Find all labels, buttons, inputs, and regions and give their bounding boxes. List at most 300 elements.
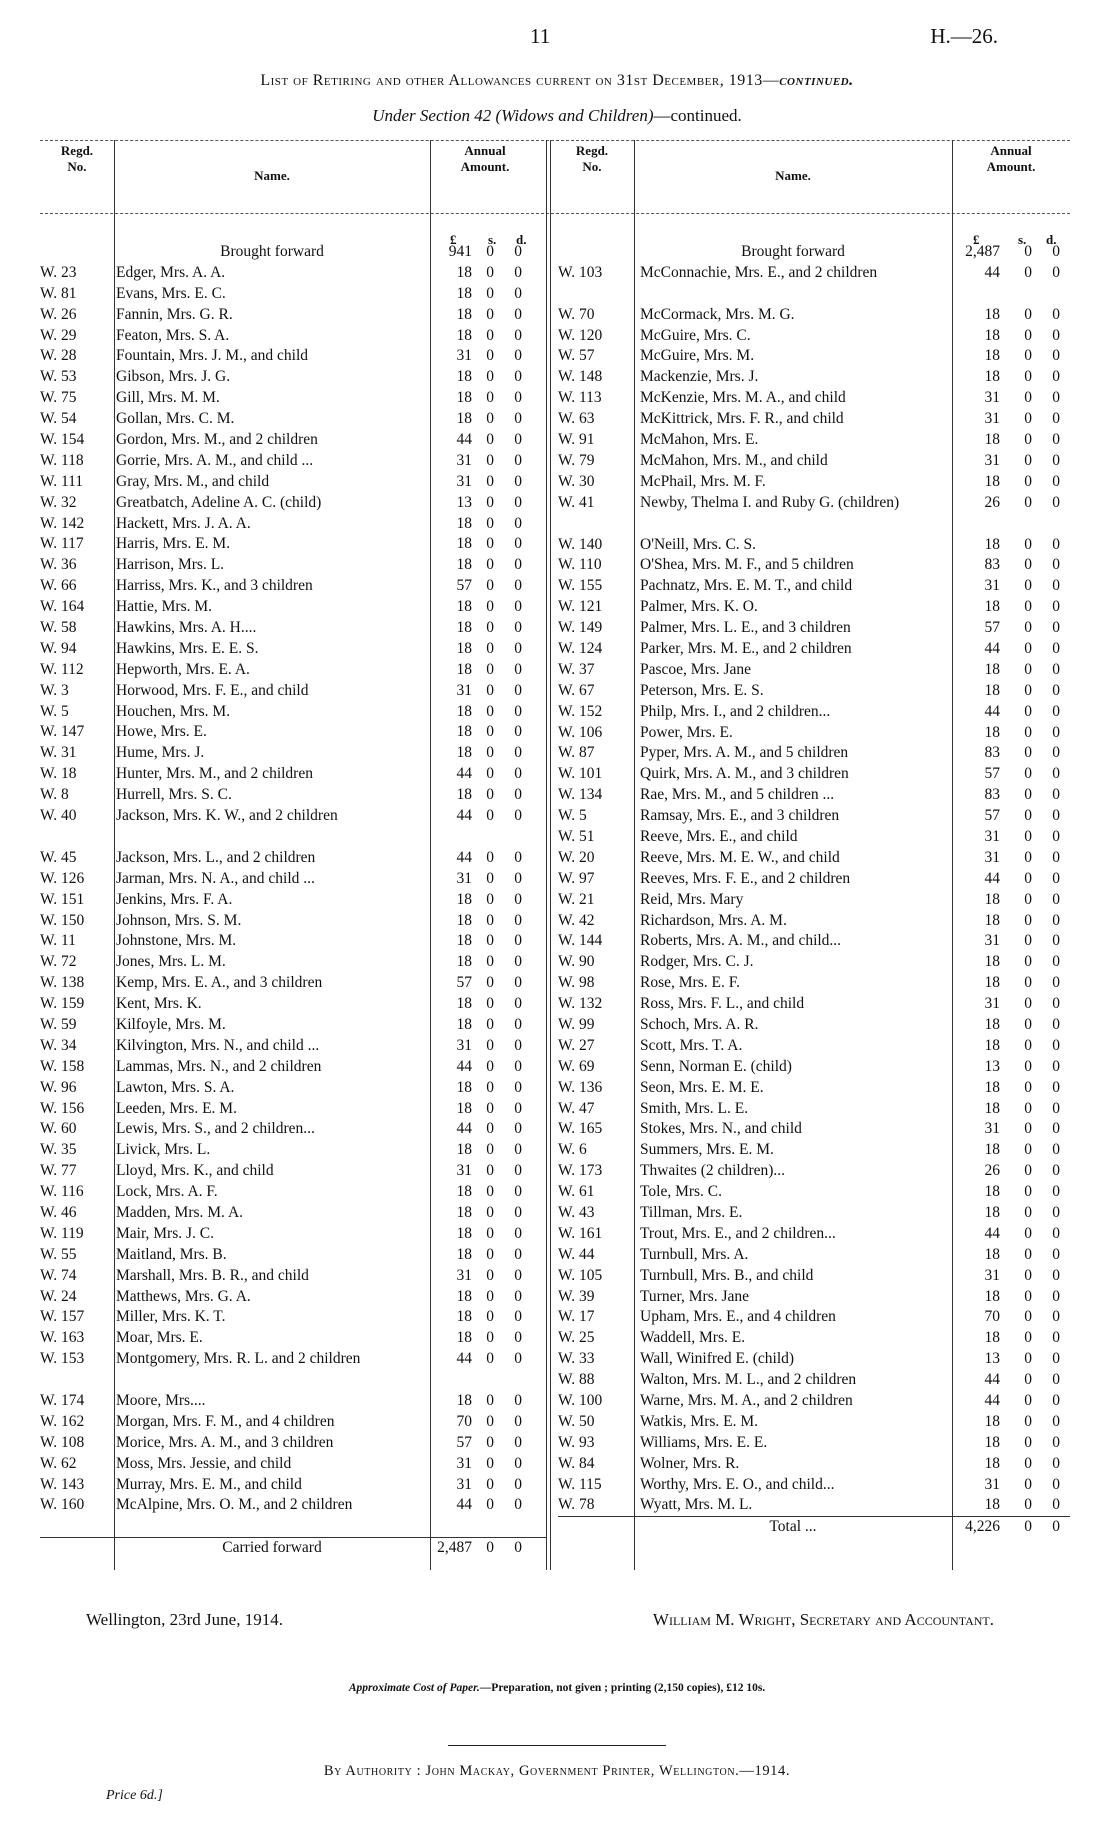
- table-row: [558, 1036, 1070, 1057]
- amount-pence: 0: [1052, 1454, 1060, 1472]
- allowee-name: McMahon, Mrs. M., and child: [640, 451, 828, 469]
- amount-pence: 0: [514, 1078, 522, 1096]
- regd-number: W. 112: [40, 660, 84, 678]
- allowee-name: Gollan, Mrs. C. M.: [116, 410, 235, 428]
- table-row: [40, 994, 546, 1015]
- amount-pence: 0: [1052, 953, 1060, 971]
- regd-number: W. 27: [558, 1036, 595, 1054]
- regd-number: W. 78: [558, 1496, 595, 1514]
- amount-pence: 0: [1052, 869, 1060, 887]
- amount-pounds: 18: [984, 660, 1000, 678]
- amount-shillings: 0: [486, 932, 494, 950]
- allowee-name: Jackson, Mrs. K. W., and 2 children: [116, 807, 338, 825]
- regd-number: W. 32: [40, 493, 77, 511]
- regd-number: W. 132: [558, 995, 603, 1013]
- table-row: [40, 1224, 546, 1245]
- amount-pence: 0: [1052, 1141, 1060, 1159]
- allowee-name: McKenzie, Mrs. M. A., and child: [640, 389, 846, 407]
- amount-pounds: 18: [456, 1224, 472, 1242]
- regd-number: W. 98: [558, 974, 595, 992]
- amount-pence: 0: [1052, 1204, 1060, 1221]
- left-header-name: [114, 168, 430, 238]
- table-row: [40, 890, 546, 911]
- table-row: [40, 702, 546, 723]
- table-row: [558, 1057, 1070, 1078]
- header-name: Name.: [775, 168, 811, 183]
- amount-shillings: 0: [1024, 1496, 1032, 1514]
- table-row: [40, 305, 546, 326]
- amount-shillings: 0: [486, 1308, 494, 1326]
- amount-pence: 0: [1052, 744, 1060, 762]
- table-row: [558, 1099, 1070, 1120]
- table-row: [558, 1161, 1070, 1182]
- document-reference: H.—26.: [930, 24, 998, 48]
- amount-pounds: 18: [456, 389, 472, 407]
- amount-pence: 0: [514, 890, 522, 908]
- table-row: [558, 827, 1070, 848]
- amount-shillings: 0: [486, 431, 494, 449]
- regd-number: W. 90: [558, 953, 595, 971]
- allowee-name: Livick, Mrs. L.: [116, 1141, 211, 1159]
- table-row: [558, 1349, 1070, 1370]
- table-row: [558, 1433, 1070, 1454]
- amount-pounds: 31: [456, 1266, 472, 1284]
- amount-pence: 0: [514, 953, 522, 971]
- table-row: [40, 367, 546, 388]
- amount-pounds: 44: [456, 431, 472, 449]
- allowee-name: Newby, Thelma I. and Ruby G. (children): [640, 493, 900, 511]
- header-regd-line1: Regd.: [575, 143, 609, 158]
- amount-shillings: 0: [486, 598, 494, 616]
- allowee-name: Trout, Mrs. E., and 2 children...: [640, 1224, 836, 1242]
- regd-number: W. 3: [40, 681, 69, 699]
- amount-pence: 0: [514, 347, 522, 365]
- amount-shillings: 0: [486, 1454, 494, 1472]
- header-regd-line1: Regd.: [60, 143, 94, 158]
- allowee-name: Rodger, Mrs. C. J.: [640, 953, 754, 971]
- amount-pence: 0: [514, 284, 522, 302]
- carried-forward-label: Carried forward: [222, 1539, 322, 1557]
- divider-center-1: [546, 140, 547, 1570]
- amount-shillings: 0: [486, 347, 494, 365]
- amount-shillings: 0: [486, 263, 494, 281]
- amount-pence: 0: [1052, 1266, 1060, 1284]
- amount-pounds: 18: [984, 347, 1000, 365]
- amount-pounds: 18: [456, 890, 472, 908]
- amount-pounds: 18: [984, 1454, 1000, 1472]
- amount-shillings: 0: [486, 1015, 494, 1033]
- amount-pounds: 18: [984, 890, 1000, 908]
- amount-pounds: 57: [456, 974, 472, 992]
- amount-shillings: 0: [486, 1329, 494, 1347]
- amount-pounds: 18: [456, 786, 472, 804]
- allowee-name: Turner, Mrs. Jane: [640, 1287, 750, 1305]
- table-row: [558, 1203, 1070, 1224]
- amount-pence: 0: [1052, 1224, 1060, 1242]
- amount-pence: 0: [514, 410, 522, 428]
- subtitle-section: Under Section 42 (Widows and Children): [372, 106, 654, 125]
- amount-shillings: 0: [1024, 263, 1032, 281]
- pound-label-right: £: [973, 232, 980, 247]
- allowee-name: Peterson, Mrs. E. S.: [640, 681, 764, 699]
- amount-pence: 0: [1052, 326, 1060, 344]
- amount-shillings: 0: [486, 911, 494, 929]
- allowee-name: Hawkins, Mrs. E. E. S.: [116, 639, 259, 657]
- amount-pounds: 18: [984, 1245, 1000, 1263]
- page-title: [0, 72, 1114, 90]
- table-row: [558, 472, 1070, 493]
- amount-pounds: 18: [456, 1245, 472, 1263]
- allowee-name: Pascoe, Mrs. Jane: [640, 660, 752, 678]
- amount-shillings: 0: [486, 577, 494, 595]
- allowee-name: McGuire, Mrs. M.: [640, 347, 755, 365]
- amount-shillings: 0: [486, 472, 494, 490]
- amount-shillings: 0: [1024, 472, 1032, 490]
- table-row: [40, 1266, 546, 1287]
- header-amount-line1: Annual: [464, 143, 506, 158]
- brought-forward-pence: 0: [514, 243, 522, 260]
- amount-pence: 0: [514, 848, 522, 866]
- amount-pence: 0: [1052, 786, 1060, 804]
- amount-pence: 0: [514, 1266, 522, 1284]
- right-header-regd: [550, 143, 634, 213]
- regd-number: W. 77: [40, 1162, 77, 1180]
- allowee-name: Gorrie, Mrs. A. M., and child ...: [116, 451, 314, 469]
- table-row: [40, 931, 546, 952]
- amount-shillings: 0: [1024, 431, 1032, 449]
- amount-shillings: 0: [486, 535, 494, 553]
- table-row: [40, 1245, 546, 1266]
- allowee-name: Reeves, Mrs. F. E., and 2 children: [640, 869, 851, 887]
- place-date: Wellington, 23rd June, 1914.: [86, 1610, 283, 1629]
- allowee-name: Lewis, Mrs. S., and 2 children...: [116, 1120, 315, 1138]
- regd-number: W. 111: [40, 472, 84, 490]
- amount-shillings: 0: [486, 1036, 494, 1054]
- allowee-name: Summers, Mrs. E. M.: [640, 1141, 774, 1159]
- table-row: [40, 1307, 546, 1328]
- allowee-name: Quirk, Mrs. A. M., and 3 children: [640, 765, 849, 783]
- amount-pounds: 31: [456, 1162, 472, 1180]
- amount-shillings: 0: [486, 619, 494, 637]
- amount-shillings: 0: [486, 368, 494, 386]
- amount-pence: 0: [1052, 1099, 1060, 1117]
- table-row: [40, 1495, 546, 1537]
- regd-number: W. 61: [558, 1183, 595, 1201]
- regd-number: W. 30: [558, 472, 595, 490]
- amount-pounds: 44: [456, 1120, 472, 1138]
- regd-number: W. 46: [40, 1203, 77, 1221]
- regd-number: W. 23: [40, 263, 77, 281]
- amount-pounds: 57: [456, 1433, 472, 1451]
- table-row: [40, 618, 546, 639]
- regd-number: W. 119: [40, 1224, 84, 1242]
- allowee-name: Pachnatz, Mrs. E. M. T., and child: [640, 577, 853, 595]
- amount-pounds: 18: [456, 326, 472, 344]
- table-row: [558, 535, 1070, 556]
- amount-pounds: 31: [984, 1266, 1000, 1284]
- amount-shillings: 0: [486, 890, 494, 908]
- table-row: [558, 743, 1070, 764]
- amount-pence: 0: [1052, 451, 1060, 469]
- amount-pounds: 70: [984, 1308, 1000, 1326]
- regd-number: W. 124: [558, 639, 603, 657]
- table-row: [40, 911, 546, 932]
- cost-of-paper: [0, 1682, 1114, 1694]
- allowee-name: Rose, Mrs. E. F.: [640, 974, 740, 992]
- amount-pence: 0: [514, 1433, 522, 1451]
- amount-pounds: 44: [984, 1371, 1000, 1389]
- table-row: [558, 1182, 1070, 1203]
- amount-shillings: 0: [1024, 1454, 1032, 1472]
- table-row: [40, 326, 546, 347]
- amount-pounds: 83: [984, 556, 1000, 574]
- regd-number: W. 62: [40, 1454, 77, 1472]
- amount-pence: 0: [1052, 1036, 1060, 1054]
- regd-number: W. 84: [558, 1454, 595, 1472]
- allowee-name: O'Neill, Mrs. C. S.: [640, 535, 757, 553]
- table-row: [558, 785, 1070, 806]
- regd-number: W. 35: [40, 1141, 77, 1159]
- allowee-name: Gray, Mrs. M., and child: [116, 472, 270, 490]
- amount-pounds: 18: [984, 1204, 1000, 1221]
- allowee-name: Moss, Mrs. Jessie, and child: [116, 1454, 292, 1472]
- allowee-name: Thwaites (2 children)...: [640, 1162, 786, 1180]
- regd-number: W. 153: [40, 1350, 85, 1368]
- amount-pence: 0: [1052, 535, 1060, 553]
- amount-pence: 0: [1052, 1475, 1060, 1493]
- amount-shillings: 0: [1024, 305, 1032, 323]
- amount-pounds: 44: [456, 1496, 472, 1514]
- regd-number: W. 150: [40, 911, 85, 929]
- table-row: [558, 409, 1070, 430]
- amount-pounds: 18: [984, 472, 1000, 490]
- table-row: [40, 681, 546, 702]
- table-row: [40, 451, 546, 472]
- amount-shillings: 0: [1024, 1412, 1032, 1430]
- regd-number: W. 138: [40, 974, 85, 992]
- amount-shillings: 0: [486, 786, 494, 804]
- regd-number: W. 110: [558, 556, 602, 574]
- allowee-name: Kilvington, Mrs. N., and child ...: [116, 1036, 320, 1054]
- amount-pence: 0: [514, 807, 522, 825]
- amount-shillings: 0: [1024, 932, 1032, 950]
- regd-number: W. 44: [558, 1245, 595, 1263]
- regd-number: W. 40: [40, 807, 77, 825]
- table-row: [558, 1370, 1070, 1391]
- allowee-name: Waddell, Mrs. E.: [640, 1329, 746, 1347]
- regd-number: W. 45: [40, 848, 77, 866]
- amount-pence: 0: [514, 932, 522, 950]
- amount-pence: 0: [1052, 1496, 1060, 1514]
- brought-forward-row: [40, 242, 546, 263]
- regd-number: W. 88: [558, 1371, 595, 1389]
- allowee-name: Reeve, Mrs. E., and child: [640, 827, 798, 845]
- amount-shillings: 0: [1024, 410, 1032, 428]
- allowee-name: Fountain, Mrs. J. M., and child: [116, 347, 309, 365]
- table-row: [40, 785, 546, 806]
- amount-pounds: 18: [456, 598, 472, 616]
- allowee-name: Pyper, Mrs. A. M., and 5 children: [640, 744, 849, 762]
- amount-pounds: 13: [984, 1350, 1000, 1368]
- amount-pence: 0: [1052, 1120, 1060, 1138]
- amount-pounds: 18: [456, 744, 472, 762]
- amount-pence: 0: [1052, 619, 1060, 637]
- amount-pounds: 57: [984, 619, 1000, 637]
- amount-shillings: 0: [486, 556, 494, 574]
- amount-pence: 0: [514, 535, 522, 553]
- regd-number: W. 173: [558, 1162, 603, 1180]
- amount-pounds: 18: [984, 1015, 1000, 1033]
- amount-pence: 0: [1052, 1078, 1060, 1096]
- amount-pence: 0: [514, 1475, 522, 1493]
- amount-pence: 0: [514, 744, 522, 762]
- amount-pence: 0: [1052, 848, 1060, 866]
- table-row: [558, 952, 1070, 973]
- regd-number: W. 6: [558, 1141, 587, 1159]
- regd-number: W. 136: [558, 1078, 603, 1096]
- amount-shillings: 0: [1024, 702, 1032, 720]
- table-row: [40, 1203, 546, 1224]
- amount-pounds: 18: [984, 1433, 1000, 1451]
- amount-pounds: 31: [984, 827, 1000, 845]
- amount-pence: 0: [514, 1057, 522, 1075]
- amount-pence: 0: [1052, 765, 1060, 783]
- table-row: [558, 576, 1070, 597]
- amount-shillings: 0: [486, 326, 494, 344]
- table-row: [40, 1161, 546, 1182]
- amount-pounds: 18: [456, 1287, 472, 1305]
- amount-pounds: 44: [984, 1392, 1000, 1410]
- amount-pence: 0: [1052, 556, 1060, 574]
- table-row: [558, 430, 1070, 451]
- table-row: [558, 702, 1070, 723]
- allowee-name: McKittrick, Mrs. F. R., and child: [640, 410, 844, 428]
- table-row: [40, 346, 546, 367]
- signatory: William M. Wright, Secretary and Accountant.: [652, 1610, 994, 1629]
- table-row: [558, 994, 1070, 1015]
- regd-number: W. 81: [40, 284, 77, 302]
- table-row: [40, 555, 546, 576]
- table-row: [40, 1140, 546, 1161]
- allowee-name: Wall, Winifred E. (child): [640, 1350, 795, 1368]
- table-row: [558, 1307, 1070, 1328]
- allowee-name: Tillman, Mrs. E.: [640, 1204, 743, 1221]
- amount-pounds: 26: [984, 1162, 1000, 1180]
- amount-pence: 0: [514, 1120, 522, 1138]
- allowee-name: Warne, Mrs. M. A., and 2 children: [640, 1392, 853, 1410]
- amount-pounds: 18: [984, 535, 1000, 553]
- allowee-name: Parker, Mrs. M. E., and 2 children: [640, 639, 852, 657]
- allowee-name: Wyatt, Mrs. M. L.: [640, 1496, 753, 1514]
- amount-shillings: 0: [1024, 639, 1032, 657]
- amount-shillings: 0: [1024, 556, 1032, 574]
- header-regd-line2: No.: [67, 159, 87, 174]
- allowee-name: Evans, Mrs. E. C.: [116, 284, 226, 302]
- amount-pounds: 18: [456, 1015, 472, 1033]
- table-row: [40, 660, 546, 681]
- amount-pounds: 18: [456, 284, 472, 302]
- carried-forward-pounds: 2,487: [437, 1539, 472, 1557]
- brought-forward-pounds: 941: [448, 243, 472, 260]
- amount-pence: 0: [1052, 263, 1060, 281]
- regd-number: W. 160: [40, 1496, 85, 1514]
- allowee-name: Harris, Mrs. E. M.: [116, 535, 231, 553]
- table-row: [40, 1287, 546, 1308]
- regd-number: W. 157: [40, 1308, 85, 1326]
- amount-pounds: 18: [456, 263, 472, 281]
- table-row: [558, 911, 1070, 932]
- pound-label: £: [450, 232, 457, 247]
- right-brought-forward-shillings: 0: [1024, 243, 1032, 260]
- amount-pounds: 31: [984, 1475, 1000, 1493]
- regd-number: W. 34: [40, 1036, 77, 1054]
- amount-shillings: 0: [1024, 848, 1032, 866]
- amount-pence: 0: [514, 1162, 522, 1180]
- allowee-name: McConnachie, Mrs. E., and 2 children: [640, 263, 878, 281]
- allowee-name: Ramsay, Mrs. E., and 3 children: [640, 807, 840, 825]
- amount-pence: 0: [1052, 347, 1060, 365]
- amount-pence: 0: [514, 493, 522, 511]
- amount-pence: 0: [514, 1224, 522, 1242]
- regd-number: W. 79: [558, 451, 595, 469]
- amount-shillings: 0: [1024, 577, 1032, 595]
- right-header-name: [634, 168, 952, 238]
- total-pounds: 4,226: [965, 1518, 1000, 1536]
- amount-pounds: 13: [456, 493, 472, 511]
- regd-number: W. 55: [40, 1245, 77, 1263]
- amount-shillings: 0: [486, 1057, 494, 1075]
- allowee-name: Turnbull, Mrs. B., and child: [640, 1266, 814, 1284]
- amount-pence: 0: [1052, 995, 1060, 1013]
- allowee-name: McCormack, Mrs. M. G.: [640, 305, 795, 323]
- regd-number: W. 18: [40, 765, 77, 783]
- allowee-name: Watkis, Mrs. E. M.: [640, 1412, 759, 1430]
- table-row: [40, 1328, 546, 1349]
- allowee-name: Roberts, Mrs. A. M., and child...: [640, 932, 842, 950]
- amount-pounds: 18: [984, 598, 1000, 616]
- divider-center-2: [550, 140, 551, 1570]
- allowee-name: Horwood, Mrs. F. E., and child: [116, 681, 309, 699]
- regd-number: W. 87: [558, 744, 595, 762]
- amount-pence: 0: [514, 1308, 522, 1326]
- allowee-name: Mackenzie, Mrs. J.: [640, 368, 759, 386]
- allowee-name: Jarman, Mrs. N. A., and child ...: [116, 869, 315, 887]
- amount-pounds: 31: [456, 1475, 472, 1493]
- table-row: [40, 388, 546, 409]
- amount-pence: 0: [514, 702, 522, 720]
- table-row: [558, 1015, 1070, 1036]
- header-top-rule: [40, 140, 1070, 141]
- amount-shillings: 0: [1024, 619, 1032, 637]
- amount-pence: 0: [1052, 827, 1060, 845]
- regd-number: W. 142: [40, 514, 85, 532]
- regd-number: W. 63: [558, 410, 595, 428]
- amount-pounds: 18: [456, 1078, 472, 1096]
- amount-pounds: 26: [984, 493, 1000, 511]
- regd-number: W. 144: [558, 932, 603, 950]
- amount-pence: 0: [1052, 1015, 1060, 1033]
- amount-pounds: 18: [456, 660, 472, 678]
- amount-pence: 0: [1052, 1287, 1060, 1305]
- amount-pence: 0: [514, 1245, 522, 1263]
- amount-shillings: 0: [1024, 1350, 1032, 1368]
- amount-pounds: 18: [456, 410, 472, 428]
- amount-shillings: 0: [1024, 1120, 1032, 1138]
- regd-number: W. 96: [40, 1078, 77, 1096]
- amount-pounds: 18: [456, 1203, 472, 1221]
- regd-number: W. 57: [558, 347, 595, 365]
- regd-number: W. 60: [40, 1120, 77, 1138]
